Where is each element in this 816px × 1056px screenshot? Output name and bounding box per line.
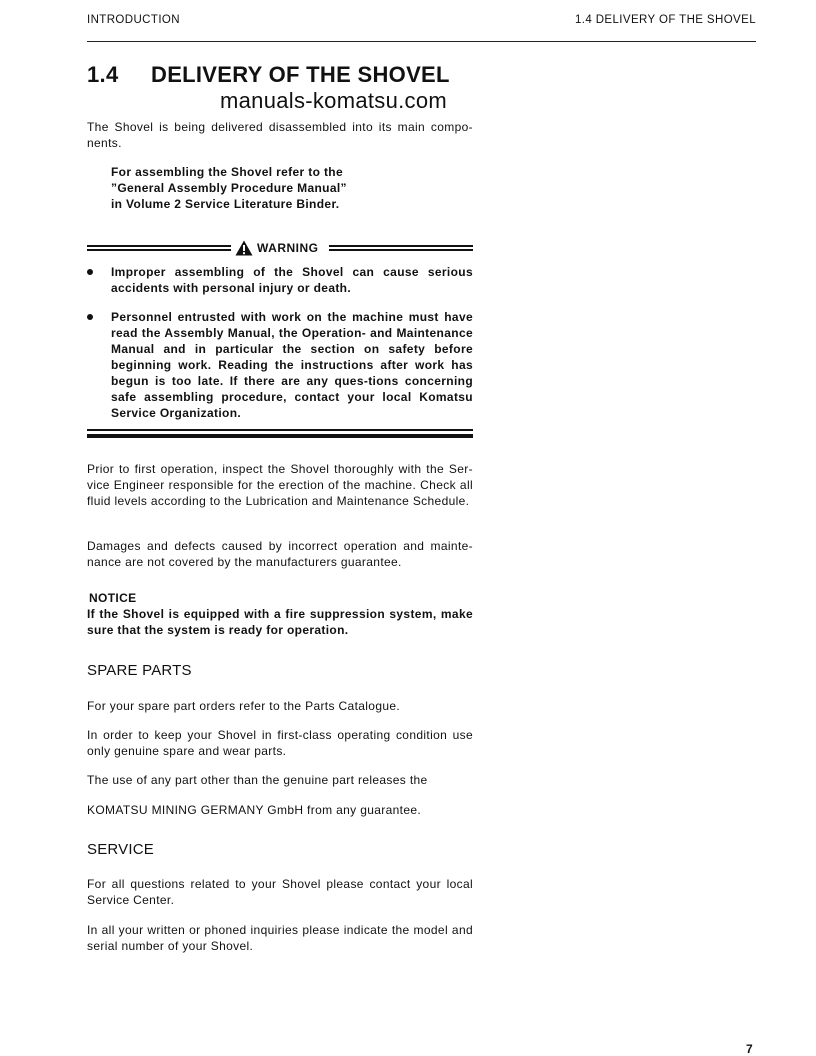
assembly-note-line: ”General Assembly Procedure Manual” <box>111 181 347 195</box>
running-header-left: INTRODUCTION <box>87 14 180 26</box>
spare-parts-paragraph: The use of any part other than the genuine part releases the <box>87 773 428 787</box>
assembly-note <box>111 164 473 212</box>
damages-paragraph: Damages and defects caused by incorrect operation and mainte-nance are not covered by the manufacturers guarantee. <box>87 539 473 569</box>
warning-item <box>87 309 473 421</box>
assembly-note-line: in Volume 2 Service Literature Binder. <box>111 197 340 211</box>
warning-header <box>87 240 473 256</box>
spare-parts-paragraph: In order to keep your Shovel in first-class operating condition use only genuine spare and wear parts. <box>87 728 473 758</box>
section-number: 1.4 <box>87 62 119 87</box>
running-header-right: 1.4 DELIVERY OF THE SHOVEL <box>574 14 756 26</box>
page-number: 7 <box>746 1042 753 1056</box>
intro-paragraph: The Shovel is being delivered disassembled into its main compo-nents. <box>87 120 473 150</box>
header-rule <box>87 41 756 42</box>
warning-rule-left <box>87 245 231 251</box>
spare-parts-paragraph: For your spare part orders refer to the Parts Catalogue. <box>87 699 401 713</box>
service-paragraph: In all your written or phoned inquiries please indicate the model and serial number of your Shovel. <box>87 923 473 953</box>
watermark-text: manuals-komatsu.com <box>220 88 447 113</box>
assembly-note-line: For assembling the Shovel refer to the <box>111 165 344 179</box>
section-title: DELIVERY OF THE SHOVEL <box>151 62 450 87</box>
notice-text: If the Shovel is equipped with a fire suppression system, make sure that the system is ready for operation. <box>87 607 473 637</box>
bullet-dot <box>87 269 93 275</box>
warning-rule-right <box>329 245 473 251</box>
bullet-dot <box>87 314 93 320</box>
warning-text: WARNING <box>257 241 319 255</box>
warning-triangle-icon <box>235 240 253 256</box>
warning-item <box>87 264 473 296</box>
service-heading: SERVICE <box>87 841 154 858</box>
spare-parts-heading: SPARE PARTS <box>87 662 192 679</box>
page-title <box>87 62 450 88</box>
notice-label: NOTICE <box>89 591 137 605</box>
warning-label <box>235 240 327 256</box>
warning-item-text: Personnel entrusted with work on the machine must have read the Assembly Manual, the Operation- and Maintenance Manual and in particular the section on safety before beginning work. Reading the instructions after work has begun is too late. If there are any ques-tions concerning safe assembling procedure, contact your local Komatsu Service Organization. <box>111 310 473 420</box>
warning-end-rule <box>87 429 473 441</box>
spare-parts-paragraph: KOMATSU MINING GERMANY GmbH from any guarantee. <box>87 803 422 817</box>
service-paragraph: For all questions related to your Shovel please contact your local Service Center. <box>87 877 473 907</box>
warning-item-text: Improper assembling of the Shovel can cause serious accidents with personal injury or death. <box>111 265 473 295</box>
first-operation-paragraph: Prior to first operation, inspect the Shovel thoroughly with the Ser-vice Engineer responsible for the erection of the machine. Check all fluid levels according to the Lubrication and Maintenance Schedule. <box>87 462 473 508</box>
